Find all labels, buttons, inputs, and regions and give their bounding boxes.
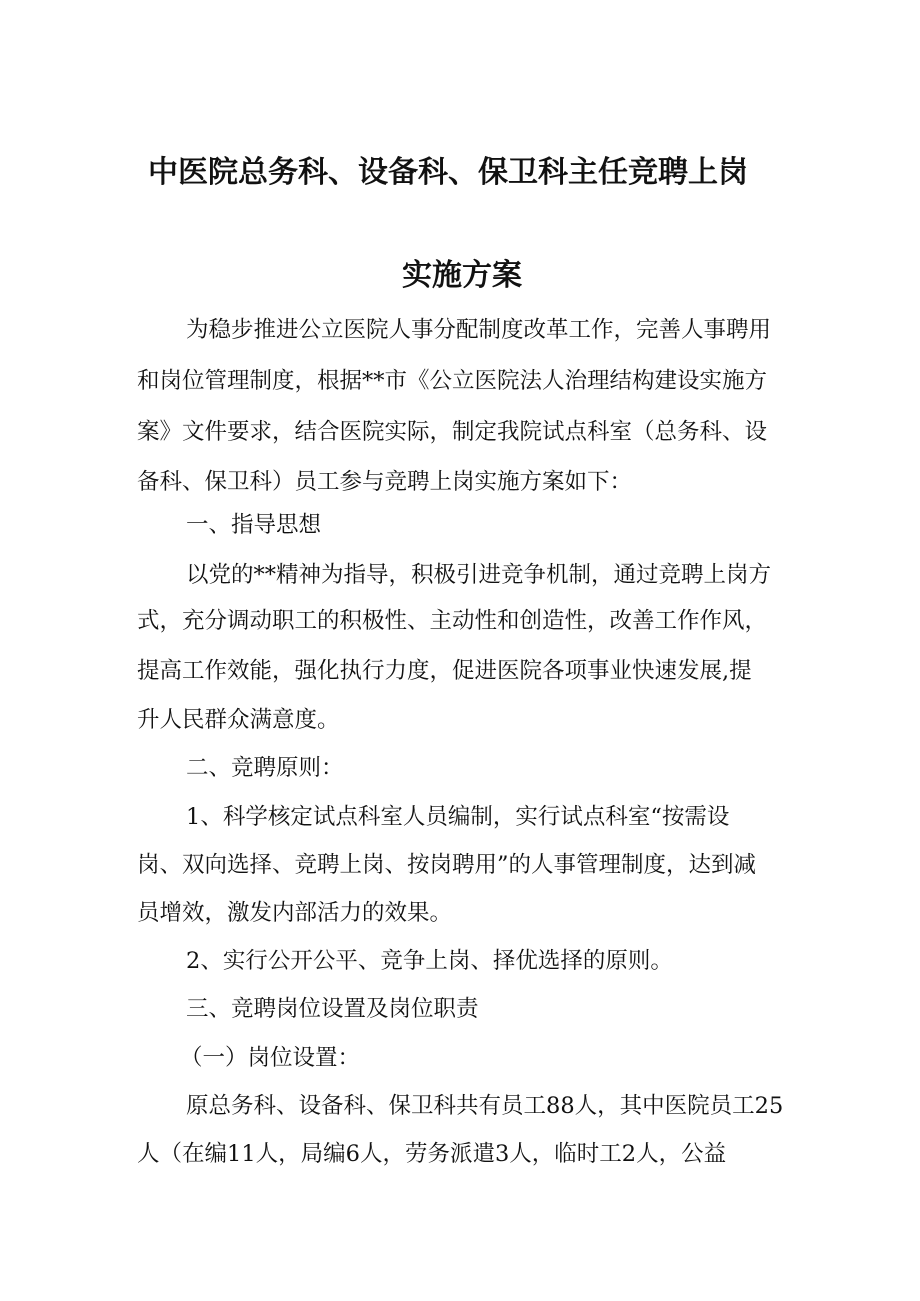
document-title-line-1: 中医院总务科、设备科、保卫科主任竞聘上岗 (148, 155, 748, 190)
document-title-line-2: 实施方案 (402, 258, 522, 293)
body-line: 1、科学核定试点科室人员编制，实行试点科室“按需设 (186, 804, 730, 830)
section-heading: 三、竞聘岗位设置及岗位职责 (186, 996, 479, 1022)
body-line: 原总务科、设备科、保卫科共有员工88人，其中医院员工25 (186, 1093, 784, 1119)
section-heading: 二、竞聘原则： (186, 755, 344, 781)
body-line: 备科、保卫科）员工参与竞聘上岗实施方案如下： (137, 469, 633, 495)
body-line: 人（在编11人，局编6人，劳务派遣3人，临时工2人，公益 (137, 1141, 727, 1167)
body-line: 员增效，激发内部活力的效果。 (137, 900, 453, 926)
body-line: 和岗位管理制度，根据**市《公立医院法人治理结构建设实施方 (137, 368, 768, 394)
body-line: 案》文件要求，结合医院实际，制定我院试点科室（总务科、设 (137, 419, 768, 445)
body-line: 升人民群众满意度。 (137, 707, 340, 733)
body-line: 式，充分调动职工的积极性、主动性和创造性，改善工作作风， (137, 608, 768, 634)
body-line: 2、实行公开公平、竞争上岗、择优选择的原则。 (186, 948, 673, 974)
section-heading: 一、指导思想 (186, 512, 322, 538)
body-line: 提高工作效能，强化执行力度，促进医院各项事业快速发展,提 (137, 658, 752, 684)
body-line: 为稳步推进公立医院人事分配制度改革工作，完善人事聘用 (186, 317, 772, 343)
body-line: 岗、双向选择、竞聘上岗、按岗聘用”的人事管理制度，达到减 (137, 852, 757, 878)
subsection-heading: （一）岗位设置： (180, 1045, 361, 1071)
body-line: 以党的**精神为指导，积极引进竞争机制，通过竞聘上岗方 (186, 562, 772, 588)
